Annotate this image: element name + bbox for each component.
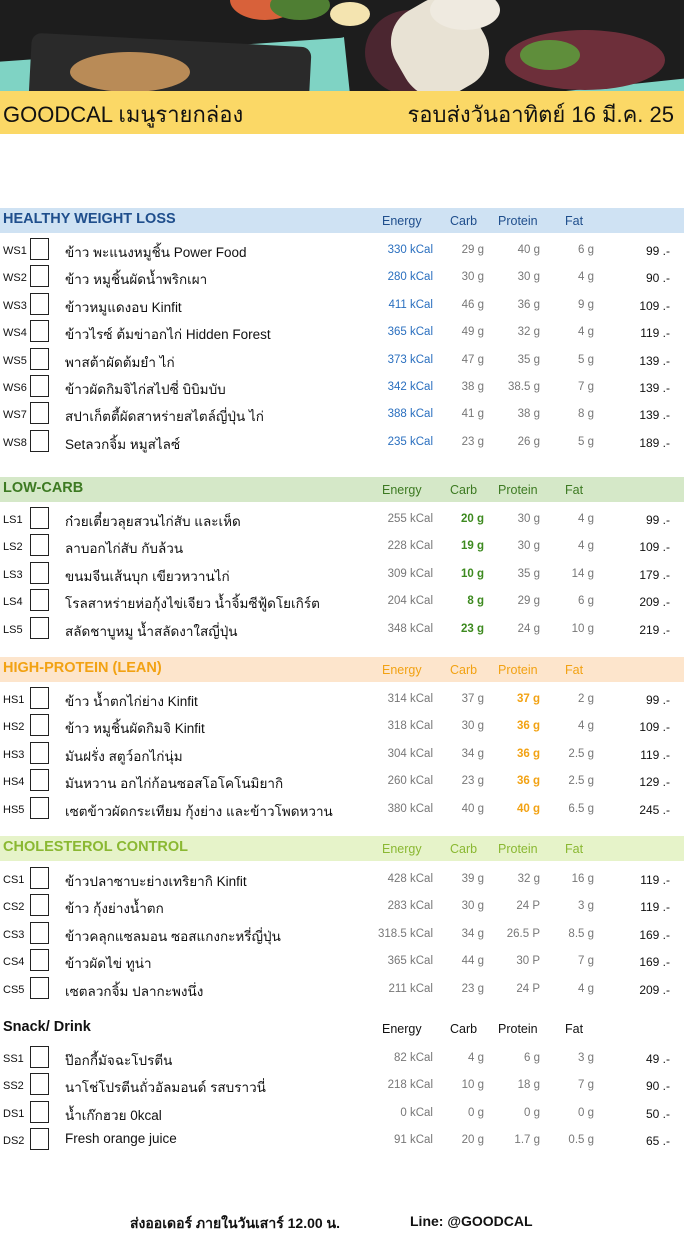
item-fat: 0 g	[578, 1106, 594, 1119]
menu-item-row	[0, 921, 684, 948]
item-carb: 23 g	[461, 435, 484, 448]
item-fat: 4 g	[578, 540, 594, 553]
menu-item-row	[0, 616, 684, 643]
food-photo-banner	[0, 0, 684, 92]
menu-item-row	[0, 1045, 684, 1072]
item-energy: 255 kCal	[387, 513, 433, 525]
line-contact: Line: @GOODCAL	[410, 1213, 533, 1229]
item-fat: 5 g	[578, 353, 594, 366]
item-code: CS1	[3, 874, 25, 886]
item-energy: 411 kCal	[388, 298, 433, 311]
item-price: 209 .-	[639, 595, 670, 610]
order-checkbox[interactable]	[30, 562, 49, 584]
food-item	[520, 40, 580, 70]
item-protein: 30 g	[517, 540, 540, 553]
item-name: ข้าว น้ำตกไก่ย่าง Kinfit	[65, 694, 198, 709]
item-price: 245 .-	[639, 802, 670, 817]
item-code: WS3	[3, 299, 27, 312]
item-protein: 38.5 g	[508, 381, 540, 393]
item-carb: 37 g	[461, 693, 484, 705]
item-code: WS4	[3, 327, 27, 340]
column-header-protein: Protein	[498, 483, 538, 497]
column-header-protein: Protein	[498, 663, 538, 677]
item-protein: 40 g	[516, 802, 540, 815]
item-code: DS1	[3, 1107, 25, 1120]
menu-item-row	[0, 1127, 684, 1154]
column-header-energy: Energy	[382, 1022, 422, 1036]
item-code: CS5	[3, 983, 25, 996]
item-energy: 280 kCal	[387, 271, 433, 284]
item-fat: 3 g	[578, 900, 594, 913]
item-fat: 2.5 g	[568, 747, 594, 760]
item-code: LS5	[3, 623, 23, 636]
item-code: LS3	[3, 568, 23, 581]
item-energy: 330 kCal	[387, 244, 433, 256]
item-price: 169 .-	[639, 927, 670, 942]
item-fat: 6 g	[578, 244, 594, 256]
item-price: 109 .-	[639, 720, 670, 735]
menu-item-row	[0, 561, 684, 588]
order-checkbox[interactable]	[30, 348, 49, 370]
item-fat: 4 g	[578, 982, 594, 995]
item-protein: 32 g	[517, 326, 540, 339]
item-carb: 8 g	[467, 595, 484, 608]
item-code: WS8	[3, 436, 27, 449]
menu-item-row	[0, 741, 684, 768]
item-carb: 20 g	[460, 513, 484, 525]
item-code: WS1	[3, 245, 27, 257]
order-checkbox[interactable]	[30, 238, 49, 260]
item-fat: 8 g	[578, 408, 594, 421]
item-name: ป๊อกกี้มัจฉะโปรตีน	[65, 1053, 173, 1068]
item-protein: 6 g	[524, 1052, 540, 1064]
delivery-round: รอบส่งวันอาทิตย์ 16 มี.ค. 25	[407, 102, 674, 127]
item-energy: 0 kCal	[400, 1106, 433, 1119]
section-snack-drink-header	[0, 1016, 684, 1041]
order-checkbox[interactable]	[30, 1101, 49, 1123]
item-fat: 7 g	[578, 955, 594, 968]
item-energy: 204 kCal	[387, 595, 433, 608]
page-title: GOODCAL เมนูรายกล่อง	[3, 102, 244, 127]
order-checkbox[interactable]	[30, 1046, 49, 1068]
item-fat: 6 g	[578, 595, 594, 608]
item-protein: 36 g	[516, 747, 540, 760]
menu-item-row	[0, 1072, 684, 1099]
item-carb: 34 g	[461, 927, 484, 940]
item-fat: 7 g	[578, 381, 594, 393]
column-header-energy: Energy	[382, 483, 422, 497]
item-energy: 304 kCal	[387, 747, 433, 760]
column-header-fat: Fat	[565, 483, 584, 497]
order-checkbox[interactable]	[30, 894, 49, 916]
item-price: 99 .-	[645, 513, 670, 527]
item-name: ข้าวหมูแดงอบ Kinfit	[65, 299, 182, 315]
item-fat: 8.5 g	[568, 927, 594, 940]
item-code: DS2	[3, 1135, 25, 1148]
item-energy: 348 kCal	[387, 622, 433, 635]
item-code: CS4	[3, 956, 25, 969]
order-checkbox[interactable]	[30, 589, 49, 611]
item-fat: 4 g	[578, 326, 594, 339]
item-protein: 29 g	[517, 595, 540, 608]
item-protein: 1.7 g	[514, 1134, 540, 1147]
item-name: ข้าวผัดกิมจิไก่สไปซี่ บิบิมบับ	[65, 382, 226, 397]
item-protein: 35 g	[517, 353, 540, 366]
item-name: ข้าวผัดไข่ ทูน่า	[65, 956, 152, 972]
order-checkbox[interactable]	[30, 534, 49, 556]
menu-item-row	[0, 588, 684, 615]
item-name: ขนมจีนเส้นบุก เขียวหวานไก่	[65, 568, 230, 584]
item-code: HS3	[3, 748, 25, 761]
column-header-protein: Protein	[498, 842, 538, 856]
item-carb: 23 g	[461, 982, 484, 995]
item-energy: 318 kCal	[387, 720, 433, 733]
order-checkbox[interactable]	[30, 922, 49, 944]
column-header-energy: Energy	[382, 842, 422, 856]
column-header-carb: Carb	[450, 483, 478, 497]
column-header-energy: Energy	[382, 663, 422, 677]
order-deadline: ส่งออเดอร์ ภายในวันเสาร์ 12.00 น.	[130, 1215, 341, 1231]
item-price: 119 .-	[640, 900, 670, 915]
item-carb: 44 g	[461, 955, 484, 968]
item-protein: 26.5 P	[506, 927, 540, 940]
column-header-fat: Fat	[565, 214, 584, 228]
item-protein: 36 g	[516, 775, 540, 788]
item-code: WS2	[3, 272, 27, 285]
item-price: 90 .-	[645, 271, 670, 286]
item-protein: 35 g	[517, 567, 540, 580]
item-name: ข้าวไรซ์ ต้มข่าอกไก่ Hidden Forest	[65, 327, 271, 343]
item-protein: 30 g	[517, 513, 540, 525]
item-protein: 36 g	[516, 720, 540, 733]
item-name: ข้าว หมูชิ้นผัดกิมจิ Kinfit	[65, 721, 205, 737]
item-protein: 30 g	[517, 271, 540, 284]
food-item	[70, 52, 190, 92]
section-title: Snack/ Drink	[3, 1019, 91, 1035]
item-carb: 23 g	[461, 775, 484, 788]
menu-item-row	[0, 768, 684, 795]
menu-item-row	[0, 796, 684, 823]
item-energy: 82 kCal	[394, 1052, 433, 1064]
menu-item-row	[0, 264, 684, 291]
item-protein: 24 P	[516, 982, 540, 995]
item-name: ข้าวปลาซาบะย่างเทริยากิ Kinfit	[65, 874, 247, 889]
item-code: CS2	[3, 901, 25, 914]
item-fat: 4 g	[578, 271, 594, 284]
item-code: LS1	[3, 514, 23, 526]
item-name: น้ำเก๊กฮวย 0kcal	[65, 1107, 162, 1123]
item-energy: 365 kCal	[387, 326, 433, 339]
item-energy: 91 kCal	[394, 1134, 433, 1147]
food-item	[330, 2, 370, 26]
item-protein: 24 g	[517, 622, 540, 635]
item-protein: 24 P	[516, 900, 540, 913]
item-carb: 10 g	[460, 567, 484, 580]
item-carb: 41 g	[461, 408, 484, 421]
item-energy: 309 kCal	[387, 567, 433, 580]
item-fat: 4 g	[578, 513, 594, 525]
section-title: LOW-CARB	[3, 480, 84, 496]
order-checkbox[interactable]	[30, 320, 49, 342]
item-name: Fresh orange juice	[65, 1131, 177, 1147]
order-checkbox[interactable]	[30, 687, 49, 709]
item-carb: 29 g	[461, 244, 484, 256]
item-fat: 16 g	[571, 873, 594, 885]
menu-item-row	[0, 401, 684, 428]
menu-header	[0, 91, 684, 134]
item-code: HS1	[3, 694, 25, 706]
order-checkbox[interactable]	[30, 430, 49, 452]
column-header-carb: Carb	[450, 842, 478, 856]
item-name: ข้าวคลุกแซลมอน ซอสแกงกะหรี่ญี่ปุ่น	[65, 928, 281, 944]
item-fat: 4 g	[578, 720, 594, 733]
item-carb: 38 g	[461, 381, 484, 393]
item-carb: 4 g	[468, 1052, 484, 1064]
item-price: 65 .-	[645, 1134, 670, 1149]
item-price: 99 .-	[645, 244, 670, 258]
item-protein: 36 g	[517, 298, 540, 311]
item-price: 139 .-	[639, 381, 670, 395]
item-price: 49 .-	[645, 1052, 670, 1066]
menu-item-row	[0, 374, 684, 401]
item-carb: 47 g	[461, 353, 484, 366]
menu-item-row	[0, 347, 684, 374]
section-title: HIGH-PROTEIN (LEAN)	[3, 660, 162, 676]
item-price: 109 .-	[639, 540, 670, 555]
item-energy: 373 kCal	[387, 353, 433, 366]
item-fat: 7 g	[578, 1079, 594, 1092]
item-carb: 40 g	[461, 802, 484, 815]
section-title: HEALTHY WEIGHT LOSS	[3, 211, 176, 227]
order-checkbox[interactable]	[30, 797, 49, 819]
item-carb: 20 g	[461, 1134, 484, 1147]
column-header-fat: Fat	[565, 1022, 584, 1036]
menu-item-row	[0, 533, 684, 560]
item-code: SS2	[3, 1080, 24, 1093]
order-checkbox[interactable]	[30, 714, 49, 736]
item-price: 169 .-	[639, 955, 670, 970]
item-price: 139 .-	[639, 408, 670, 423]
item-carb: 10 g	[461, 1079, 484, 1092]
item-code: WS7	[3, 409, 27, 422]
item-carb: 30 g	[461, 720, 484, 733]
order-checkbox[interactable]	[30, 867, 49, 889]
item-name: มันหวาน อกไก่ก้อนซอสโอโคโนมิยากิ	[65, 776, 284, 792]
item-name: ข้าว หมูชิ้นผัดน้ำพริกเผา	[65, 272, 208, 288]
item-fat: 3 g	[578, 1052, 594, 1064]
order-checkbox[interactable]	[30, 402, 49, 424]
item-fat: 5 g	[578, 435, 594, 448]
order-checkbox[interactable]	[30, 1128, 49, 1150]
menu-item-row	[0, 948, 684, 975]
order-checkbox[interactable]	[30, 375, 49, 397]
item-code: WS5	[3, 354, 27, 367]
menu-item-row	[0, 429, 684, 456]
item-fat: 2.5 g	[568, 775, 594, 788]
item-protein: 18 g	[517, 1079, 540, 1092]
order-checkbox[interactable]	[30, 1073, 49, 1095]
order-checkbox[interactable]	[30, 742, 49, 764]
item-energy: 228 kCal	[387, 540, 433, 553]
item-carb: 34 g	[461, 747, 484, 760]
menu-item-row	[0, 506, 684, 533]
item-carb: 30 g	[461, 271, 484, 284]
item-price: 99 .-	[645, 693, 670, 707]
item-carb: 0 g	[468, 1106, 484, 1119]
order-checkbox[interactable]	[30, 769, 49, 791]
item-name: โรลสาหร่ายห่อกุ้งไข่เจียว น้ำจิ้มซีฟู้ดโยเกิร์ต	[65, 596, 320, 612]
section-title: CHOLESTEROL CONTROL	[3, 839, 189, 855]
item-code: LS4	[3, 596, 23, 609]
item-price: 209 .-	[639, 982, 670, 997]
item-price: 50 .-	[645, 1106, 670, 1121]
item-name: สปาเก็ตตี้ผัดสาหร่ายสไตล์ญี่ปุ่น ไก่	[65, 409, 264, 425]
item-energy: 318.5 kCal	[378, 927, 433, 940]
column-header-carb: Carb	[450, 214, 478, 228]
item-carb: 19 g	[460, 540, 484, 553]
item-fat: 6.5 g	[568, 802, 594, 815]
item-code: WS6	[3, 382, 27, 394]
item-fat: 14 g	[571, 567, 594, 580]
item-name: เซตลวกจิ้ม ปลากะพงนึ่ง	[65, 983, 204, 999]
column-header-fat: Fat	[565, 663, 584, 677]
item-protein: 38 g	[517, 408, 540, 421]
column-header-protein: Protein	[498, 1022, 538, 1036]
order-checkbox[interactable]	[30, 507, 49, 529]
item-protein: 37 g	[516, 693, 540, 705]
item-price: 189 .-	[639, 435, 670, 450]
section-low-carb-header	[0, 477, 684, 502]
menu-item-row	[0, 319, 684, 346]
item-fat: 2 g	[578, 693, 594, 705]
item-name: พาสต้าผัดต้มยำ ไก่	[65, 354, 175, 370]
item-code: SS1	[3, 1053, 24, 1065]
item-carb: 30 g	[461, 900, 484, 913]
item-energy: 388 kCal	[387, 408, 433, 421]
item-name: ข้าว พะแนงหมูชิ้น Power Food	[65, 245, 247, 260]
item-code: HS2	[3, 721, 25, 734]
item-name: นาโช่โปรตีนถั่วอัลมอนด์ รสบราวนี่	[65, 1080, 266, 1096]
order-checkbox[interactable]	[30, 265, 49, 287]
item-name: ข้าว กุ้งย่างน้ำตก	[65, 901, 164, 917]
item-code: HS4	[3, 776, 25, 789]
item-name: สลัดชาบูหมู น้ำสลัดงาใสญี่ปุ่น	[65, 623, 238, 639]
item-price: 90 .-	[645, 1079, 670, 1094]
item-name: ก๋วยเตี๋ยวลุยสวนไก่สับ และเห็ด	[65, 514, 241, 529]
section-healthy-weight-loss-header	[0, 208, 684, 233]
column-header-protein: Protein	[498, 214, 538, 228]
column-header-carb: Carb	[450, 1022, 478, 1036]
order-checkbox[interactable]	[30, 949, 49, 971]
item-name: ลาบอกไก่สับ กับล้วน	[65, 541, 184, 557]
item-name: Setลวกจิ้ม หมูสไลซ์	[65, 436, 181, 452]
item-price: 139 .-	[639, 353, 670, 368]
column-header-fat: Fat	[565, 842, 584, 856]
column-header-carb: Carb	[450, 663, 478, 677]
item-protein: 40 g	[517, 244, 540, 256]
menu-item-row	[0, 237, 684, 264]
item-carb: 46 g	[461, 298, 484, 311]
order-checkbox[interactable]	[30, 977, 49, 999]
item-price: 109 .-	[639, 298, 670, 313]
item-code: CS3	[3, 928, 25, 941]
menu-item-row	[0, 976, 684, 1003]
item-price: 129 .-	[639, 775, 670, 790]
menu-item-row	[0, 686, 684, 713]
item-fat: 9 g	[578, 298, 594, 311]
item-energy: 235 kCal	[387, 435, 433, 448]
item-energy: 314 kCal	[387, 693, 433, 705]
section-cholesterol-control-header	[0, 836, 684, 861]
item-protein: 32 g	[517, 873, 540, 885]
order-checkbox[interactable]	[30, 617, 49, 639]
item-fat: 10 g	[571, 622, 594, 635]
menu-item-row	[0, 292, 684, 319]
item-protein: 30 P	[516, 955, 540, 968]
item-name: เซตข้าวผัดกระเทียม กุ้งย่าง และข้าวโพดหวาน	[65, 803, 333, 819]
column-header-energy: Energy	[382, 214, 422, 228]
item-energy: 211 kCal	[388, 982, 433, 995]
item-code: HS5	[3, 803, 25, 816]
item-energy: 260 kCal	[387, 775, 433, 788]
menu-item-row	[0, 866, 684, 893]
item-code: LS2	[3, 541, 23, 554]
item-carb: 39 g	[461, 873, 484, 885]
item-price: 119 .-	[640, 747, 670, 762]
item-energy: 365 kCal	[387, 955, 433, 968]
menu-item-row	[0, 1100, 684, 1127]
item-protein: 26 g	[517, 435, 540, 448]
menu-item-row	[0, 893, 684, 920]
item-fat: 0.5 g	[568, 1134, 594, 1147]
item-energy: 342 kCal	[387, 381, 433, 393]
item-protein: 0 g	[524, 1106, 540, 1119]
item-carb: 49 g	[461, 326, 484, 339]
menu-item-row	[0, 713, 684, 740]
item-energy: 380 kCal	[387, 802, 433, 815]
item-carb: 23 g	[460, 622, 484, 635]
item-energy: 428 kCal	[387, 873, 433, 885]
order-checkbox[interactable]	[30, 293, 49, 315]
item-name: มันฝรั่ง สตูว์อกไก่นุ่ม	[65, 748, 183, 764]
item-price: 119 .-	[640, 326, 670, 341]
item-price: 119 .-	[640, 873, 670, 887]
section-high-protein-header	[0, 657, 684, 682]
item-energy: 218 kCal	[387, 1079, 433, 1092]
item-price: 179 .-	[639, 567, 670, 582]
item-energy: 283 kCal	[387, 900, 433, 913]
item-price: 219 .-	[639, 622, 670, 637]
